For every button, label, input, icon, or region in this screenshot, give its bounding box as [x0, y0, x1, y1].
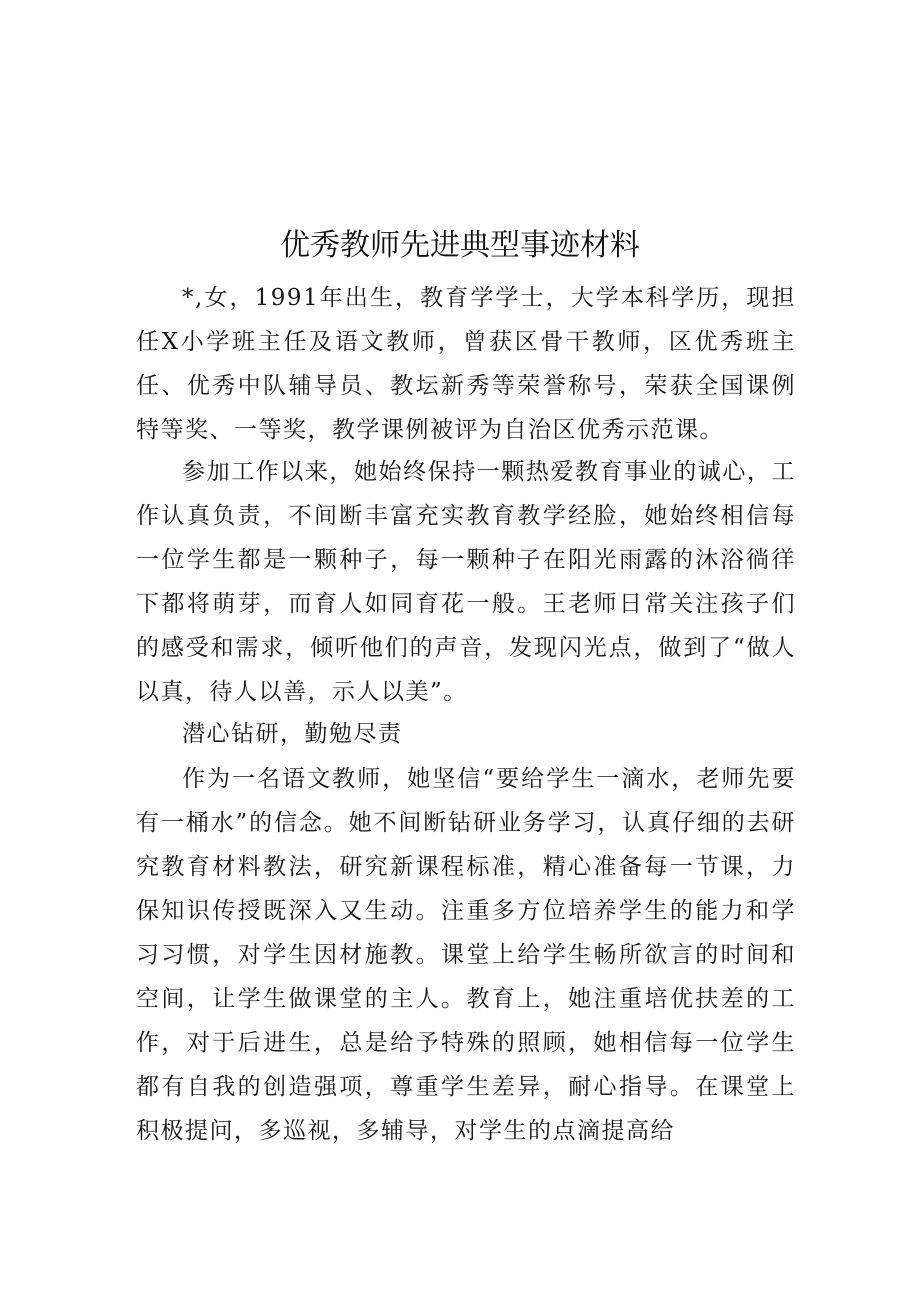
paragraph-work: 参加工作以来，她始终保持一颗热爱教育事业的诚心，工作认真负责，不间断丰富充实教育教学经脸，她始终相信每一位学生都是一颗种子，每一颗种子在阳光雨露的沐浴徜徉下都将萌芽，而育人如同育花一般。王老师日常关注孩子们的感受和需求，倾听他们的声音，发现闪光点，做到了“做人以真，待人以善，示人以美”。	[136, 459, 796, 705]
paragraph-intro: *,女，1991年出生，教育学学士，大学本科学历，现担任X小学班主任及语文教师，曾获区骨干教师，区优秀班主任、优秀中队辅导员、教坛新秀等荣誉称号，荣获全国课例特等奖、一等奖，教学课例被评为自治区优秀示范课。	[136, 285, 796, 443]
paragraph-teaching: 作为一名语文教师，她坚信“要给学生一滴水，老师先要有一桶水”的信念。她不间断钻研业务学习，认真仔细的去研究教育材料教法，研究新课程标准，精心准备每一节课，力保知识传授既深入又生动。注重多方位培养学生的能力和学习习惯，对学生因材施教。课堂上给学生畅所欲言的时间和空间，让学生做课堂的主人。教育上，她注重培优扶差的工作，对于后进生，总是给予特殊的照顾，她相信每一位学生都有自我的创造强项，尊重学生差异，耐心指导。在课堂上积极提问，多巡视，多辅导，对学生的点滴提高给	[136, 766, 796, 1144]
document-title: 优秀教师先进典型事迹材料	[280, 228, 640, 263]
section-heading: 潜心钻研，勤勉尽责	[182, 721, 403, 747]
